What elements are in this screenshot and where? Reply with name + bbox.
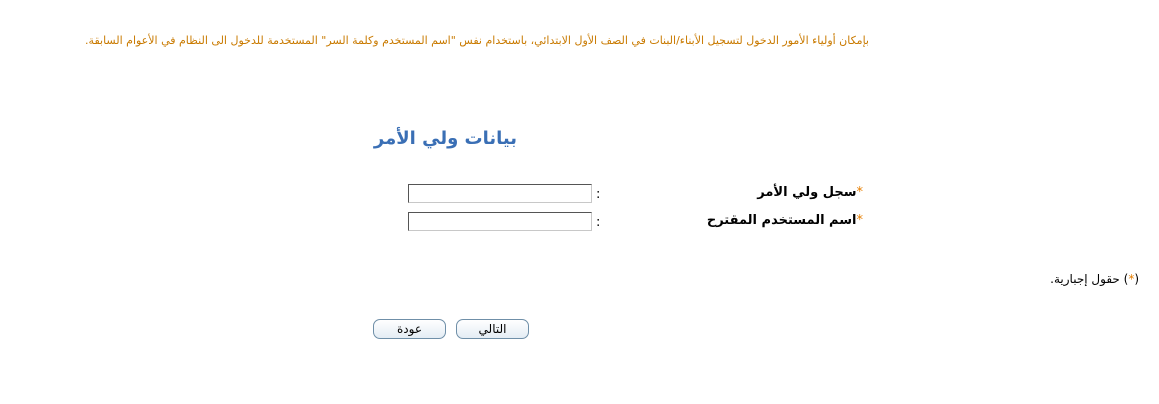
- suggested-username-label-text: اسم المستخدم المقترح: [706, 213, 857, 228]
- guardian-record-label: [757, 185, 863, 200]
- notice-text: بإمكان أولياء الأمور الدخول لتسجيل الأبناء/البنات في الصف الأول الابتدائي، باستخدام نفس "اسم المستخدم وكلمة السر" المستخدمة للدخول الى النظام في الأعوام السابقة.: [85, 34, 869, 47]
- suggested-username-input[interactable]: [408, 212, 592, 231]
- next-button[interactable]: التالي: [456, 319, 529, 339]
- colon-separator: :: [596, 187, 601, 202]
- mandatory-note-star: *: [1128, 272, 1135, 286]
- required-marker: *: [856, 185, 863, 200]
- mandatory-note-open: (: [1134, 272, 1139, 286]
- suggested-username-label: [707, 213, 863, 228]
- section-title: بيانات ولي الأمر: [373, 128, 517, 149]
- guardian-record-label-text: سجل ولي الأمر: [757, 185, 857, 200]
- mandatory-note: [1050, 272, 1139, 286]
- guardian-record-input[interactable]: [408, 184, 592, 203]
- required-marker: *: [856, 213, 863, 228]
- mandatory-note-text: ) حقول إجبارية.: [1050, 272, 1129, 286]
- back-button[interactable]: عودة: [373, 319, 446, 339]
- colon-separator: :: [596, 215, 601, 230]
